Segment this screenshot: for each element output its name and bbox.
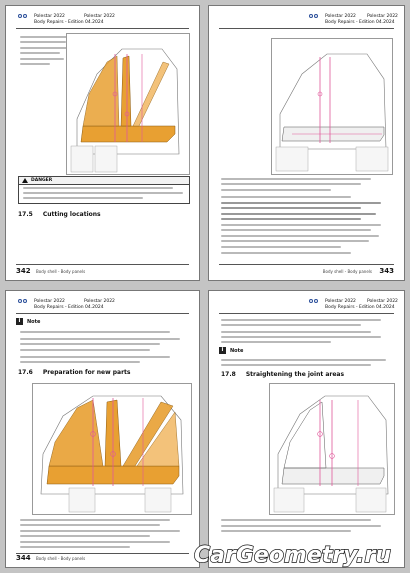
header-subtitle: Body Repairs - Edition 04.2024 (34, 20, 104, 25)
brand-logo (18, 299, 28, 307)
warning-box (18, 176, 190, 204)
header-subtitle: Body Repairs - Edition 04.2024 (34, 305, 104, 310)
section-number: 17.5 (18, 211, 33, 218)
note-heading (219, 347, 243, 354)
section-number: 17.6 (18, 369, 33, 376)
brand-logo (309, 14, 319, 22)
page-number: 343 (379, 267, 394, 275)
header-title: Polestar 2022 (34, 299, 65, 304)
header-subtitle: Body Repairs - Edition 04.2024 (325, 305, 395, 310)
page-344 (5, 290, 200, 568)
section-number: 17.8 (221, 371, 236, 378)
header-title-2: Polestar 2022 (84, 14, 115, 19)
page-number: 344 (16, 554, 31, 562)
body-side-figure (269, 383, 395, 515)
footer-text: Body shell - Body panels (322, 269, 372, 274)
footer-text: Body shell - Body panels (36, 269, 86, 274)
brand-logo (309, 299, 319, 307)
note-label: Note (27, 319, 41, 325)
brand-logo (18, 14, 28, 22)
body-side-figure (271, 38, 393, 175)
body-side-figure (32, 383, 192, 515)
page-number: 342 (16, 267, 31, 275)
page-345 (208, 290, 405, 568)
warning-label: DANGER (19, 177, 189, 185)
note-label: Note (230, 348, 244, 354)
watermark-logo (190, 538, 400, 570)
info-icon: i (16, 318, 23, 325)
header-title-2: Polestar 2022 (367, 14, 398, 19)
page-342 (5, 5, 200, 281)
section-title: Preparation for new parts (42, 369, 131, 376)
watermark-suffix: .ru (356, 543, 391, 568)
section-heading (18, 211, 111, 218)
section-title: Straightening the joint areas (245, 371, 345, 378)
info-icon: i (219, 347, 226, 354)
header-title-2: Polestar 2022 (84, 299, 115, 304)
footer-text: Body shell - Body panels (36, 556, 86, 561)
section-heading (221, 371, 354, 378)
body-side-figure (66, 33, 190, 175)
note-heading (16, 318, 40, 325)
header-subtitle: Body Repairs - Edition 04.2024 (325, 20, 395, 25)
watermark-text: CarGeometry (194, 543, 358, 568)
section-heading (18, 369, 141, 376)
header-title: Polestar 2022 (34, 14, 65, 19)
header-title: Polestar 2022 (325, 14, 356, 19)
page-343 (208, 5, 405, 281)
section-title: Cutting locations (42, 211, 101, 218)
header-title: Polestar 2022 (325, 299, 356, 304)
header-title-2: Polestar 2022 (367, 299, 398, 304)
